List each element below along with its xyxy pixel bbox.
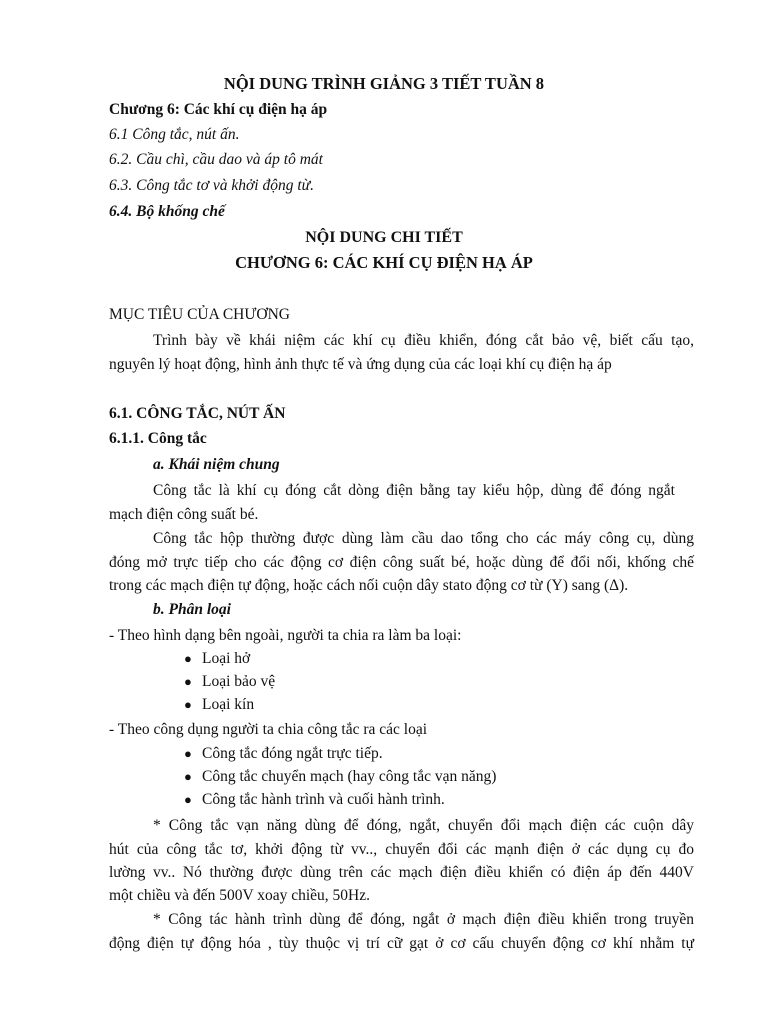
classification-intro: - Theo hình dạng bên ngoài, người ta chia ra làm ba loại:	[109, 627, 462, 644]
list-item: Loại bảo vệ	[202, 673, 276, 690]
objectives-text-line: nguyên lý hoạt động, hình ảnh thực tế và ứng dụng của các loại khí cụ điện hạ áp	[109, 356, 612, 373]
note-paragraph-line: một chiều và đến 500V xoay chiều, 50Hz.	[109, 887, 370, 904]
list-item: Loại hở	[202, 650, 251, 667]
bullet-icon: ●	[184, 746, 192, 761]
plan-item: 6.1 Công tắc, nút ấn.	[109, 126, 240, 143]
plan-item: 6.2. Cầu chì, cầu dao và áp tô mát	[109, 151, 323, 168]
note-paragraph-line: * Công tác hành trình dùng để đóng, ngắt ở mạch điện điều khiển trong truyền	[153, 911, 694, 928]
part-a-heading: a. Khái niệm chung	[153, 456, 280, 473]
list-item: Công tắc chuyển mạch (hay công tắc vạn năng)	[202, 768, 497, 785]
plan-title: NỘI DUNG TRÌNH GIẢNG 3 TIẾT TUẦN 8	[223, 74, 545, 93]
bullet-icon: ●	[184, 651, 192, 666]
classification-intro: - Theo công dụng người ta chia công tắc ra các loại	[109, 721, 428, 738]
part-a-paragraph-line: đóng mở trực tiếp cho các động cơ điện công suất bé, hoặc dùng để đổi nối, khống chế	[109, 554, 694, 571]
objectives-heading: MỤC TIÊU CỦA CHƯƠNG	[109, 306, 290, 323]
part-a-paragraph-line: trong các mạch điện tự động, hoặc cách nối cuộn dây stato động cơ từ (Y) sang (Δ).	[109, 577, 629, 594]
subsection-heading: 6.1.1. Công tắc	[109, 430, 207, 447]
note-paragraph-line: lường vv.. Nó thường được dùng trên các mạch điện điều khiển có điện áp đến 440V	[109, 864, 694, 881]
objectives-text-line: Trình bày về khái niệm các khí cụ điều khiển, đóng cắt bảo vệ, biết cấu tạo,	[153, 332, 694, 349]
bullet-icon: ●	[184, 697, 192, 712]
section-heading: 6.1. CÔNG TẮC, NÚT ẤN	[109, 405, 286, 422]
part-b-heading: b. Phân loại	[153, 601, 231, 618]
bullet-icon: ●	[184, 769, 192, 784]
plan-item-bold: 6.4. Bộ khống chế	[109, 203, 225, 220]
list-item: Công tắc đóng ngắt trực tiếp.	[202, 745, 383, 762]
list-item: Loại kín	[202, 696, 255, 713]
part-a-paragraph-line: Công tắc hộp thường được dùng làm cầu dao tổng cho các máy công cụ, dùng	[153, 530, 694, 547]
plan-item: 6.3. Công tắc tơ và khởi động từ.	[109, 177, 314, 194]
detail-heading: NỘI DUNG CHI TIẾT	[305, 229, 463, 246]
note-paragraph-line: hút của công tắc tơ, khởi động từ vv.., chuyển đổi các mạnh điện ở các dụng cụ đo	[109, 841, 694, 858]
note-paragraph-line: * Công tắc vạn năng dùng để đóng, ngắt, chuyển đổi mạch điện các cuộn dây	[153, 817, 694, 834]
chapter-heading: CHƯƠNG 6: CÁC KHÍ CỤ ĐIỆN HẠ ÁP	[235, 253, 533, 272]
part-a-paragraph-line: mạch điện công suất bé.	[109, 506, 259, 523]
note-paragraph-line: động điện tự động hóa , tùy thuộc vị trí cữ gạt ở cơ cấu chuyển động cơ khí nhằm tự	[109, 935, 694, 952]
plan-chapter: Chương 6: Các khí cụ điện hạ áp	[109, 101, 328, 118]
bullet-icon: ●	[184, 792, 192, 807]
bullet-icon: ●	[184, 674, 192, 689]
list-item: Công tắc hành trình và cuối hành trình.	[202, 791, 445, 808]
part-a-paragraph-line: Công tắc là khí cụ đóng cắt dòng điện bằng tay kiểu hộp, dùng để đóng ngắt	[153, 482, 675, 499]
